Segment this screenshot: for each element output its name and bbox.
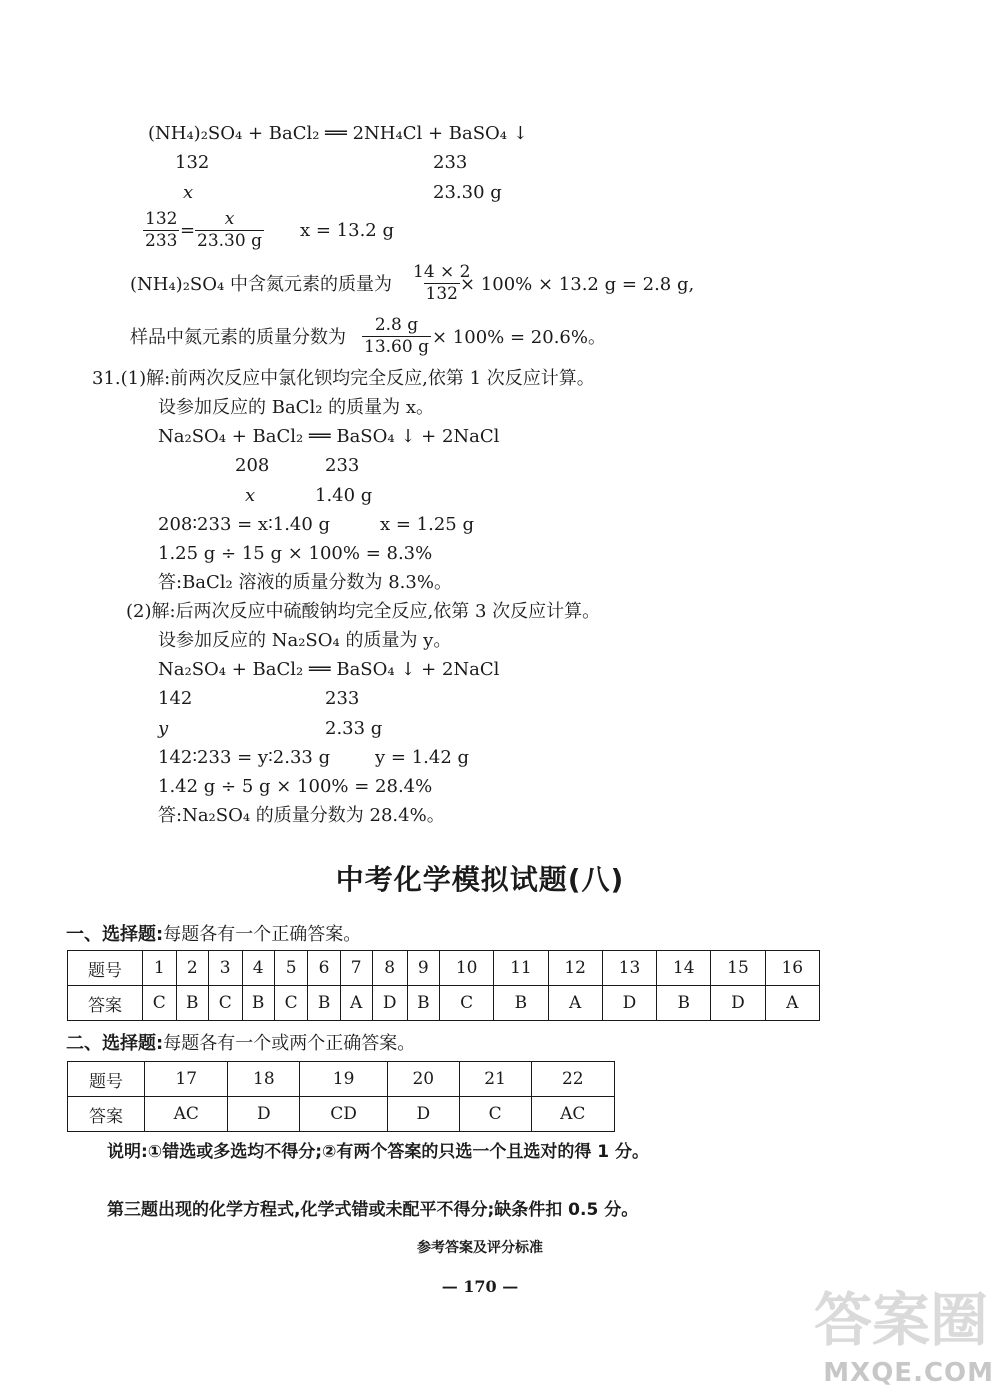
question-number-cell: 9 [407, 951, 439, 986]
table-row-numbers [68, 951, 820, 986]
answer-cell: AC [145, 1097, 228, 1132]
molar-mass-2: 233 [433, 152, 468, 173]
section2-heading-label: 二、选择题: [66, 1033, 164, 1054]
equals-sign: = [180, 220, 196, 241]
row-label-question: 题号 [68, 951, 143, 986]
question-number-cell: 13 [602, 951, 656, 986]
page-number: — 170 — [441, 1277, 519, 1296]
fraction-left [143, 209, 179, 252]
answer-cell: A [765, 986, 819, 1021]
q31-part1-var-2: 1.40 g [315, 485, 373, 506]
answer-cell: D [372, 986, 407, 1021]
question-number-cell: 6 [308, 951, 340, 986]
answer-cell: AC [531, 1097, 614, 1132]
answer-cell: A [340, 986, 372, 1021]
answer-cell: D [228, 1097, 300, 1132]
question-number-cell: 18 [228, 1062, 300, 1097]
row-label-answer: 答案 [68, 1097, 145, 1132]
footer-label: 参考答案及评分标准 [417, 1240, 543, 1256]
q31-part2-answer: 答:Na₂SO₄ 的质量分数为 28.4%。 [158, 805, 445, 826]
answer-cell: B [407, 986, 439, 1021]
q31-part2-var-2: 2.33 g [325, 718, 383, 739]
nitrogen-mass-text: (NH₄)₂SO₄ 中含氮元素的质量为 [130, 274, 392, 295]
q31-part1-setup: 设参加反应的 BaCl₂ 的质量为 x。 [158, 397, 435, 418]
fraction-denominator: 132 [425, 284, 458, 304]
q31-part2-mass-1: 142 [158, 688, 193, 709]
question-number-cell: 11 [494, 951, 548, 986]
answer-cell: A [548, 986, 602, 1021]
question-number-cell: 16 [765, 951, 819, 986]
note-1: 说明:①错选或多选均不得分;②有两个答案的只选一个且选对的得 1 分。 [107, 1142, 650, 1162]
q31-part1-result: x = 1.25 g [380, 514, 474, 535]
question-number-cell: 3 [208, 951, 242, 986]
q31-part1-ratio: 208∶233 = x∶1.40 g [158, 514, 331, 535]
q31-part2-ratio: 142∶233 = y∶2.33 g [158, 747, 331, 768]
answer-cell: B [176, 986, 208, 1021]
percent-text: 样品中氮元素的质量分数为 [130, 327, 346, 348]
q31-part2-calc: 1.42 g ÷ 5 g × 100% = 28.4% [158, 776, 433, 797]
fraction-numerator: x [224, 209, 235, 229]
q31-part1-equation: Na₂SO₄ + BaCl₂ ══ BaSO₄ ↓ + 2NaCl [158, 426, 500, 447]
q31-part1-answer: 答:BaCl₂ 溶液的质量分数为 8.3%。 [158, 572, 452, 593]
row-label-answer: 答案 [68, 986, 143, 1021]
section2-heading-text: 每题各有一个或两个正确答案。 [163, 1033, 416, 1054]
answer-cell: D [602, 986, 656, 1021]
question-number-cell: 2 [176, 951, 208, 986]
answer-cell: B [242, 986, 274, 1021]
question-number-cell: 19 [300, 1062, 388, 1097]
section1-heading [66, 924, 361, 946]
fraction-numerator: 14 × 2 [413, 262, 471, 282]
q31-part1-var-1: x [245, 485, 256, 506]
q31-part2-result: y = 1.42 g [375, 747, 470, 768]
question-number-cell: 17 [145, 1062, 228, 1097]
fraction-numerator: 132 [145, 209, 178, 229]
question-number-cell: 5 [274, 951, 308, 986]
section1-heading-text: 每题各有一个正确答案。 [163, 924, 362, 945]
answer-cell: C [143, 986, 177, 1021]
question-number-cell: 4 [242, 951, 274, 986]
question-number-cell: 8 [372, 951, 407, 986]
question-number-cell: 1 [143, 951, 177, 986]
q31-part1-mass-1: 208 [235, 455, 270, 476]
answer-cell: D [711, 986, 765, 1021]
q31-part2-mass-2: 233 [325, 688, 360, 709]
answer-cell: C [208, 986, 242, 1021]
fraction-denominator: 13.60 g [364, 337, 429, 357]
watermark-url: MXQE.COM [823, 1358, 994, 1388]
question-number-cell: 21 [459, 1062, 531, 1097]
section1-heading-label: 一、选择题: [66, 924, 164, 945]
fraction-right [195, 209, 264, 252]
answer-cell: C [274, 986, 308, 1021]
table-row-numbers [68, 1062, 615, 1097]
answer-table-2 [67, 1061, 615, 1132]
variable-1: x [183, 182, 194, 203]
section2-heading [66, 1033, 415, 1055]
fraction-denominator: 23.30 g [197, 231, 262, 251]
percent-fraction [362, 315, 431, 358]
question-number-cell: 7 [340, 951, 372, 986]
result: x = 13.2 g [300, 220, 394, 241]
watermark-text: 答案圈 [814, 1286, 989, 1354]
q31-part1-heading: 31.(1)解:前两次反应中氯化钡均完全反应,依第 1 次反应计算。 [92, 368, 595, 389]
fraction-denominator: 233 [145, 231, 178, 251]
equation-line: (NH₄)₂SO₄ + BaCl₂ ══ 2NH₄Cl + BaSO₄ ↓ [148, 123, 528, 144]
answer-cell: CD [300, 1097, 388, 1132]
q31-part1-mass-2: 233 [325, 455, 360, 476]
row-label-question: 题号 [68, 1062, 145, 1097]
q31-part1-calc: 1.25 g ÷ 15 g × 100% = 8.3% [158, 543, 433, 564]
answer-cell: B [657, 986, 711, 1021]
note-2: 第三题出现的化学方程式,化学式错或未配平不得分;缺条件扣 0.5 分。 [107, 1200, 639, 1220]
table-row-answers [68, 1097, 615, 1132]
table-row-answers [68, 986, 820, 1021]
molar-mass-1: 132 [175, 152, 210, 173]
q31-part2-var-1: y [158, 718, 169, 739]
q31-part2-heading: (2)解:后两次反应中硫酸钠均完全反应,依第 3 次反应计算。 [126, 601, 601, 622]
question-number-cell: 22 [531, 1062, 614, 1097]
percent-calc: × 100% = 20.6%。 [432, 327, 606, 348]
page-title: 中考化学模拟试题(八) [335, 863, 625, 896]
answer-cell: D [387, 1097, 459, 1132]
question-number-cell: 15 [711, 951, 765, 986]
question-number-cell: 20 [387, 1062, 459, 1097]
q31-part2-equation: Na₂SO₄ + BaCl₂ ══ BaSO₄ ↓ + 2NaCl [158, 659, 500, 680]
answer-cell: C [459, 1097, 531, 1132]
answer-table-1 [67, 950, 820, 1021]
question-number-cell: 14 [657, 951, 711, 986]
q31-part2-setup: 设参加反应的 Na₂SO₄ 的质量为 y。 [158, 630, 452, 651]
answer-cell: B [308, 986, 340, 1021]
question-number-cell: 10 [440, 951, 494, 986]
fraction-numerator: 2.8 g [374, 315, 419, 335]
nitrogen-mass-calc: × 100% × 13.2 g = 2.8 g, [460, 274, 695, 295]
answer-cell: C [440, 986, 494, 1021]
answer-cell: B [494, 986, 548, 1021]
question-number-cell: 12 [548, 951, 602, 986]
variable-2: 23.30 g [433, 182, 502, 203]
